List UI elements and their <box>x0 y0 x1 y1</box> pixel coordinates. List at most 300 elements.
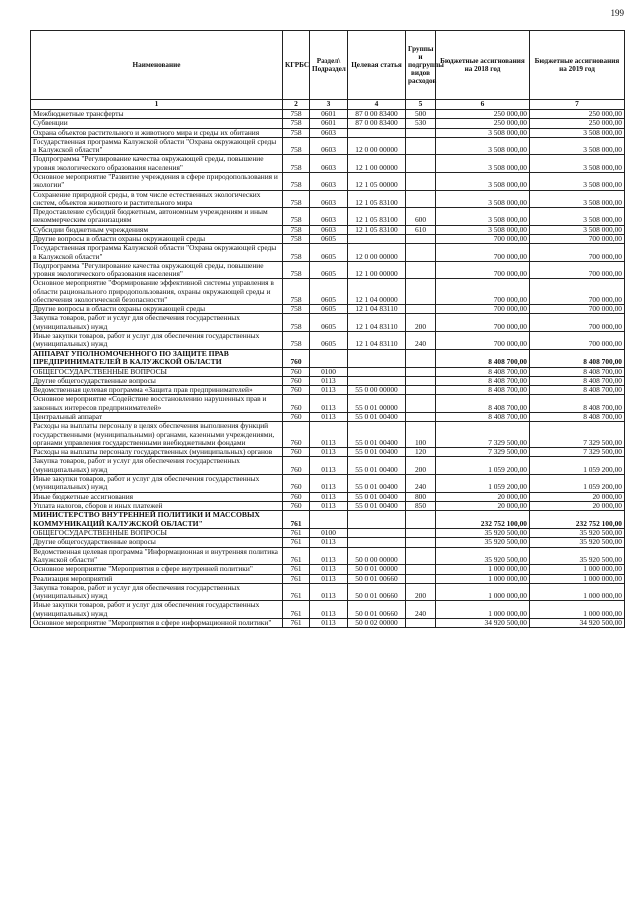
row-vid <box>406 367 436 376</box>
row-vid <box>406 155 436 173</box>
row-target: 50 0 01 00660 <box>348 574 406 583</box>
row-amount-2018: 700 000,00 <box>436 261 530 279</box>
row-razdel: 0113 <box>310 583 348 601</box>
row-name: Центральный аппарат <box>31 413 283 422</box>
row-vid <box>406 376 436 385</box>
row-amount-2018: 35 920 500,00 <box>436 529 530 538</box>
row-amount-2018: 700 000,00 <box>436 305 530 314</box>
row-razdel: 0605 <box>310 261 348 279</box>
row-vid: 200 <box>406 314 436 332</box>
row-vid: 200 <box>406 583 436 601</box>
row-target: 12 1 04 83110 <box>348 332 406 350</box>
row-amount-2018: 8 408 700,00 <box>436 376 530 385</box>
row-ktrbs: 760 <box>283 448 310 457</box>
table-row <box>31 457 625 475</box>
row-name: Другие вопросы в области охраны окружающей среды <box>31 305 283 314</box>
row-name: АППАРАТ УПОЛНОМОЧЕННОГО ПО ЗАЩИТЕ ПРАВ ПРЕДПРИНИМАТЕЛЕЙ В КАЛУЖСКОЙ ОБЛАСТИ <box>31 349 283 367</box>
row-amount-2018: 1 000 000,00 <box>436 601 530 619</box>
row-vid <box>406 511 436 529</box>
row-ktrbs: 758 <box>283 208 310 226</box>
row-amount-2018: 34 920 500,00 <box>436 618 530 627</box>
table-row <box>31 119 625 128</box>
row-vid <box>406 574 436 583</box>
table-row <box>31 128 625 137</box>
row-amount-2019: 3 508 000,00 <box>530 128 625 137</box>
row-amount-2019: 700 000,00 <box>530 279 625 305</box>
row-target <box>348 234 406 243</box>
column-number: 1 <box>31 100 283 110</box>
table-row <box>31 349 625 367</box>
row-ktrbs: 758 <box>283 137 310 155</box>
row-amount-2019: 3 508 000,00 <box>530 190 625 208</box>
row-target <box>348 538 406 547</box>
row-ktrbs: 761 <box>283 618 310 627</box>
row-target: 12 1 05 00000 <box>348 172 406 190</box>
row-target: 55 0 01 00400 <box>348 413 406 422</box>
row-razdel: 0113 <box>310 574 348 583</box>
row-amount-2019: 35 920 500,00 <box>530 529 625 538</box>
row-target: 12 1 00 00000 <box>348 261 406 279</box>
row-name: Расходы на выплаты персоналу государственных (муниципальных) органов <box>31 448 283 457</box>
table-row <box>31 137 625 155</box>
table-body <box>31 100 625 628</box>
row-amount-2019: 700 000,00 <box>530 332 625 350</box>
row-ktrbs: 758 <box>283 279 310 305</box>
row-name: Основное мероприятие "Развитие учреждения в сфере природопользования и экологии" <box>31 172 283 190</box>
row-name: ОБЩЕГОСУДАРСТВЕННЫЕ ВОПРОСЫ <box>31 367 283 376</box>
row-amount-2019: 8 408 700,00 <box>530 376 625 385</box>
row-razdel: 0100 <box>310 367 348 376</box>
row-target: 55 0 01 00400 <box>348 457 406 475</box>
header-name: Наименование <box>31 31 283 100</box>
row-razdel: 0113 <box>310 395 348 413</box>
row-amount-2019: 3 508 000,00 <box>530 137 625 155</box>
table-row <box>31 244 625 262</box>
row-ktrbs: 758 <box>283 119 310 128</box>
row-name: Государственная программа Калужской области "Охрана окружающей среды в Калужской области" <box>31 137 283 155</box>
table-row <box>31 474 625 492</box>
row-amount-2018: 20 000,00 <box>436 501 530 510</box>
table-row <box>31 155 625 173</box>
row-vid <box>406 386 436 395</box>
row-target <box>348 529 406 538</box>
row-ktrbs: 758 <box>283 305 310 314</box>
row-razdel <box>310 511 348 529</box>
row-amount-2019: 20 000,00 <box>530 492 625 501</box>
row-razdel: 0603 <box>310 137 348 155</box>
row-name: ОБЩЕГОСУДАРСТВЕННЫЕ ВОПРОСЫ <box>31 529 283 538</box>
row-amount-2019: 700 000,00 <box>530 234 625 243</box>
row-name: Другие вопросы в области охраны окружающей среды <box>31 234 283 243</box>
row-amount-2018: 1 000 000,00 <box>436 583 530 601</box>
table-row <box>31 618 625 627</box>
row-vid <box>406 529 436 538</box>
row-ktrbs: 758 <box>283 128 310 137</box>
row-target: 12 1 05 83100 <box>348 225 406 234</box>
row-amount-2018: 700 000,00 <box>436 314 530 332</box>
row-amount-2018: 700 000,00 <box>436 234 530 243</box>
row-razdel: 0605 <box>310 305 348 314</box>
row-target <box>348 128 406 137</box>
row-razdel: 0113 <box>310 457 348 475</box>
row-name: Основное мероприятие "Формирование эффективной системы управления в области рационального природопользования, охраны окружающей среды и обеспечения экологической безопасности" <box>31 279 283 305</box>
row-amount-2019: 250 000,00 <box>530 110 625 119</box>
row-razdel: 0603 <box>310 208 348 226</box>
row-amount-2019: 8 408 700,00 <box>530 413 625 422</box>
row-target: 12 1 05 83100 <box>348 190 406 208</box>
row-target: 12 1 04 83110 <box>348 314 406 332</box>
row-ktrbs: 758 <box>283 261 310 279</box>
row-name: Иные закупки товаров, работ и услуг для обеспечения государственных (муниципальных) нужд <box>31 474 283 492</box>
row-target: 55 0 01 00400 <box>348 474 406 492</box>
row-name: Закупка товаров, работ и услуг для обеспечения государственных (муниципальных) нужд <box>31 583 283 601</box>
table-row <box>31 565 625 574</box>
row-amount-2018: 35 920 500,00 <box>436 547 530 565</box>
row-razdel: 0601 <box>310 110 348 119</box>
row-target: 12 1 04 83110 <box>348 305 406 314</box>
row-vid <box>406 538 436 547</box>
header-2019: Бюджетные ассигнования на 2019 год <box>530 31 625 100</box>
row-vid: 240 <box>406 474 436 492</box>
row-name: Ведомственная целевая программа «Защита прав предпринимателей» <box>31 386 283 395</box>
column-number: 7 <box>530 100 625 110</box>
row-ktrbs: 760 <box>283 376 310 385</box>
row-vid <box>406 618 436 627</box>
row-amount-2018: 250 000,00 <box>436 110 530 119</box>
row-ktrbs: 760 <box>283 457 310 475</box>
row-amount-2019: 1 059 200,00 <box>530 474 625 492</box>
row-target: 55 0 01 00000 <box>348 395 406 413</box>
row-amount-2019: 8 408 700,00 <box>530 367 625 376</box>
row-name: Закупка товаров, работ и услуг для обеспечения государственных (муниципальных) нужд <box>31 314 283 332</box>
row-razdel: 0113 <box>310 474 348 492</box>
page-number: 199 <box>610 8 624 18</box>
row-amount-2019: 8 408 700,00 <box>530 386 625 395</box>
row-razdel: 0603 <box>310 190 348 208</box>
table-row <box>31 279 625 305</box>
row-target: 55 0 01 00400 <box>348 492 406 501</box>
row-razdel: 0605 <box>310 234 348 243</box>
row-amount-2018: 8 408 700,00 <box>436 349 530 367</box>
row-name: Уплата налогов, сборов и иных платежей <box>31 501 283 510</box>
row-target: 12 0 00 00000 <box>348 244 406 262</box>
table-row <box>31 332 625 350</box>
row-name: Сохранение природной среды, в том числе естественных экологических систем, объектов животного и растительного мира <box>31 190 283 208</box>
row-vid <box>406 305 436 314</box>
row-amount-2018: 1 059 200,00 <box>436 457 530 475</box>
row-ktrbs: 760 <box>283 395 310 413</box>
row-razdel: 0113 <box>310 538 348 547</box>
row-name: Расходы на выплаты персоналу в целях обеспечения выполнения функций государственными (муниципальными) органами, казенными учреждениями, органами управления государственными внебюджетными фондами <box>31 422 283 448</box>
table-row <box>31 538 625 547</box>
row-vid <box>406 244 436 262</box>
row-ktrbs: 761 <box>283 511 310 529</box>
row-target: 55 0 01 00400 <box>348 448 406 457</box>
row-target: 55 0 00 00000 <box>348 386 406 395</box>
row-vid <box>406 395 436 413</box>
row-razdel: 0113 <box>310 413 348 422</box>
row-razdel: 0113 <box>310 618 348 627</box>
row-amount-2018: 700 000,00 <box>436 332 530 350</box>
row-amount-2018: 700 000,00 <box>436 244 530 262</box>
row-ktrbs: 761 <box>283 565 310 574</box>
row-amount-2018: 3 508 000,00 <box>436 208 530 226</box>
row-name: Предоставление субсидий бюджетным, автономным учреждениям и иным некоммерческим организациям <box>31 208 283 226</box>
row-name: Государственная программа Калужской области "Охрана окружающей среды в Калужской области" <box>31 244 283 262</box>
row-target: 50 0 01 00660 <box>348 583 406 601</box>
row-ktrbs: 760 <box>283 367 310 376</box>
row-amount-2019: 1 000 000,00 <box>530 601 625 619</box>
row-ktrbs: 761 <box>283 529 310 538</box>
row-ktrbs: 760 <box>283 492 310 501</box>
row-amount-2019: 34 920 500,00 <box>530 618 625 627</box>
row-name: Другие общегосударственные вопросы <box>31 376 283 385</box>
row-vid: 530 <box>406 119 436 128</box>
row-vid: 100 <box>406 422 436 448</box>
row-razdel: 0603 <box>310 172 348 190</box>
table-row <box>31 601 625 619</box>
row-amount-2019: 1 000 000,00 <box>530 583 625 601</box>
row-amount-2018: 3 508 000,00 <box>436 155 530 173</box>
row-amount-2018: 700 000,00 <box>436 279 530 305</box>
row-target: 55 0 01 00400 <box>348 501 406 510</box>
row-vid <box>406 547 436 565</box>
row-razdel: 0605 <box>310 332 348 350</box>
header-razdel: Раздел\ Подраздел <box>310 31 348 100</box>
row-amount-2018: 3 508 000,00 <box>436 190 530 208</box>
row-vid: 240 <box>406 601 436 619</box>
row-ktrbs: 761 <box>283 601 310 619</box>
row-razdel: 0113 <box>310 601 348 619</box>
row-vid <box>406 172 436 190</box>
row-vid <box>406 261 436 279</box>
row-ktrbs: 758 <box>283 244 310 262</box>
row-target <box>348 367 406 376</box>
row-ktrbs: 761 <box>283 583 310 601</box>
row-vid: 610 <box>406 225 436 234</box>
row-ktrbs: 758 <box>283 110 310 119</box>
row-target: 50 0 00 00000 <box>348 547 406 565</box>
row-amount-2019: 7 329 500,00 <box>530 448 625 457</box>
row-vid <box>406 565 436 574</box>
table-row <box>31 261 625 279</box>
row-amount-2018: 7 329 500,00 <box>436 422 530 448</box>
row-razdel: 0113 <box>310 386 348 395</box>
row-amount-2019: 35 920 500,00 <box>530 547 625 565</box>
row-amount-2018: 8 408 700,00 <box>436 413 530 422</box>
row-amount-2019: 700 000,00 <box>530 314 625 332</box>
row-amount-2019: 35 920 500,00 <box>530 538 625 547</box>
row-amount-2019: 3 508 000,00 <box>530 172 625 190</box>
row-name: Субсидии бюджетным учреждениям <box>31 225 283 234</box>
row-vid <box>406 137 436 155</box>
row-name: Другие общегосударственные вопросы <box>31 538 283 547</box>
row-vid <box>406 349 436 367</box>
row-ktrbs: 760 <box>283 386 310 395</box>
row-ktrbs: 758 <box>283 190 310 208</box>
column-number: 6 <box>436 100 530 110</box>
column-number: 4 <box>348 100 406 110</box>
table-row <box>31 172 625 190</box>
row-target: 12 1 05 83100 <box>348 208 406 226</box>
row-amount-2018: 3 508 000,00 <box>436 225 530 234</box>
row-vid: 600 <box>406 208 436 226</box>
row-ktrbs: 758 <box>283 225 310 234</box>
row-ktrbs: 758 <box>283 172 310 190</box>
table-row <box>31 422 625 448</box>
row-amount-2018: 8 408 700,00 <box>436 367 530 376</box>
row-razdel: 0603 <box>310 155 348 173</box>
column-number: 3 <box>310 100 348 110</box>
row-name: Основное мероприятие "Мероприятия в сфере информационной политики" <box>31 618 283 627</box>
table-row <box>31 190 625 208</box>
row-amount-2019: 1 000 000,00 <box>530 565 625 574</box>
row-ktrbs: 761 <box>283 538 310 547</box>
table-row <box>31 583 625 601</box>
row-name: Реализация мероприятий <box>31 574 283 583</box>
header-vid: Группы и подгруппы видов расходов <box>406 31 436 100</box>
row-razdel <box>310 349 348 367</box>
row-target: 87 0 00 83400 <box>348 110 406 119</box>
row-name: Подпрограмма "Регулирование качества окружающей среды, повышение уровня экологического образования населения" <box>31 261 283 279</box>
row-amount-2019: 7 329 500,00 <box>530 422 625 448</box>
row-name: Субвенции <box>31 119 283 128</box>
budget-table <box>30 30 625 628</box>
row-ktrbs: 758 <box>283 155 310 173</box>
row-amount-2019: 250 000,00 <box>530 119 625 128</box>
row-ktrbs: 760 <box>283 474 310 492</box>
row-amount-2019: 700 000,00 <box>530 244 625 262</box>
row-amount-2018: 3 508 000,00 <box>436 172 530 190</box>
row-name: Подпрограмма "Регулирование качества окружающей среды, повышение уровня экологического образования населения" <box>31 155 283 173</box>
row-razdel: 0601 <box>310 119 348 128</box>
row-razdel: 0113 <box>310 565 348 574</box>
row-target: 50 0 01 00660 <box>348 601 406 619</box>
row-name: Иные бюджетные ассигнования <box>31 492 283 501</box>
row-razdel: 0603 <box>310 128 348 137</box>
row-name: Закупка товаров, работ и услуг для обеспечения государственных (муниципальных) нужд <box>31 457 283 475</box>
row-amount-2018: 232 752 100,00 <box>436 511 530 529</box>
row-vid: 120 <box>406 448 436 457</box>
header-row <box>31 31 625 100</box>
row-name: Охрана объектов растительного и животного мира и среды их обитания <box>31 128 283 137</box>
row-target <box>348 511 406 529</box>
table-row <box>31 367 625 376</box>
column-number: 5 <box>406 100 436 110</box>
row-ktrbs: 760 <box>283 501 310 510</box>
row-target: 87 0 00 83400 <box>348 119 406 128</box>
row-amount-2019: 1 059 200,00 <box>530 457 625 475</box>
row-target <box>348 349 406 367</box>
table-row <box>31 395 625 413</box>
row-target: 12 1 04 00000 <box>348 279 406 305</box>
row-name: Ведомственная целевая программа "Информационная и внутренняя политика Калужской области" <box>31 547 283 565</box>
row-amount-2019: 1 000 000,00 <box>530 574 625 583</box>
row-ktrbs: 761 <box>283 547 310 565</box>
row-razdel: 0605 <box>310 279 348 305</box>
row-razdel: 0603 <box>310 225 348 234</box>
row-ktrbs: 760 <box>283 349 310 367</box>
row-ktrbs: 761 <box>283 574 310 583</box>
row-amount-2018: 3 508 000,00 <box>436 137 530 155</box>
row-vid <box>406 279 436 305</box>
header-2018: Бюджетные ассигнования на 2018 год <box>436 31 530 100</box>
row-vid <box>406 234 436 243</box>
row-amount-2018: 8 408 700,00 <box>436 386 530 395</box>
row-ktrbs: 760 <box>283 413 310 422</box>
row-amount-2019: 8 408 700,00 <box>530 349 625 367</box>
row-razdel: 0100 <box>310 529 348 538</box>
row-ktrbs: 758 <box>283 234 310 243</box>
row-amount-2018: 1 059 200,00 <box>436 474 530 492</box>
row-ktrbs: 758 <box>283 332 310 350</box>
row-amount-2018: 1 000 000,00 <box>436 574 530 583</box>
row-amount-2019: 232 752 100,00 <box>530 511 625 529</box>
row-vid <box>406 128 436 137</box>
row-vid: 850 <box>406 501 436 510</box>
header-target: Целевая статья <box>348 31 406 100</box>
row-amount-2019: 8 408 700,00 <box>530 395 625 413</box>
row-target: 50 0 01 00000 <box>348 565 406 574</box>
row-name: Основное мероприятие "Мероприятия в сфере внутренней политики" <box>31 565 283 574</box>
column-number: 2 <box>283 100 310 110</box>
row-amount-2019: 3 508 000,00 <box>530 208 625 226</box>
row-ktrbs: 760 <box>283 422 310 448</box>
row-vid <box>406 190 436 208</box>
table-row <box>31 492 625 501</box>
row-target: 55 0 01 00400 <box>348 422 406 448</box>
row-amount-2019: 700 000,00 <box>530 305 625 314</box>
row-amount-2019: 3 508 000,00 <box>530 155 625 173</box>
row-amount-2019: 700 000,00 <box>530 261 625 279</box>
table-row <box>31 511 625 529</box>
row-razdel: 0113 <box>310 376 348 385</box>
row-name: Иные закупки товаров, работ и услуг для обеспечения государственных (муниципальных) нужд <box>31 332 283 350</box>
table-row <box>31 208 625 226</box>
row-razdel: 0113 <box>310 422 348 448</box>
row-target: 50 0 02 00000 <box>348 618 406 627</box>
row-amount-2018: 250 000,00 <box>436 119 530 128</box>
row-razdel: 0113 <box>310 501 348 510</box>
row-name: Межбюджетные трансферты <box>31 110 283 119</box>
table-row <box>31 547 625 565</box>
row-razdel: 0113 <box>310 448 348 457</box>
row-name: Основное мероприятие «Содействие восстановлению нарушенных прав и законных интересов предпринимателей» <box>31 395 283 413</box>
table-row <box>31 574 625 583</box>
row-amount-2019: 3 508 000,00 <box>530 225 625 234</box>
column-number-row <box>31 100 625 110</box>
row-razdel: 0605 <box>310 244 348 262</box>
row-razdel: 0113 <box>310 547 348 565</box>
row-amount-2018: 8 408 700,00 <box>436 395 530 413</box>
row-vid: 800 <box>406 492 436 501</box>
row-amount-2018: 1 000 000,00 <box>436 565 530 574</box>
row-razdel: 0113 <box>310 492 348 501</box>
row-vid: 240 <box>406 332 436 350</box>
row-vid: 500 <box>406 110 436 119</box>
row-target: 12 1 00 00000 <box>348 155 406 173</box>
row-amount-2018: 7 329 500,00 <box>436 448 530 457</box>
row-vid <box>406 413 436 422</box>
row-vid: 200 <box>406 457 436 475</box>
table-row <box>31 314 625 332</box>
row-name: Иные закупки товаров, работ и услуг для обеспечения государственных (муниципальных) нужд <box>31 601 283 619</box>
row-name: МИНИСТЕРСТВО ВНУТРЕННЕЙ ПОЛИТИКИ И МАССОВЫХ КОММУНИКАЦИЙ КАЛУЖСКОЙ ОБЛАСТИ" <box>31 511 283 529</box>
row-razdel: 0605 <box>310 314 348 332</box>
row-amount-2018: 20 000,00 <box>436 492 530 501</box>
row-ktrbs: 758 <box>283 314 310 332</box>
row-target: 12 0 00 00000 <box>348 137 406 155</box>
